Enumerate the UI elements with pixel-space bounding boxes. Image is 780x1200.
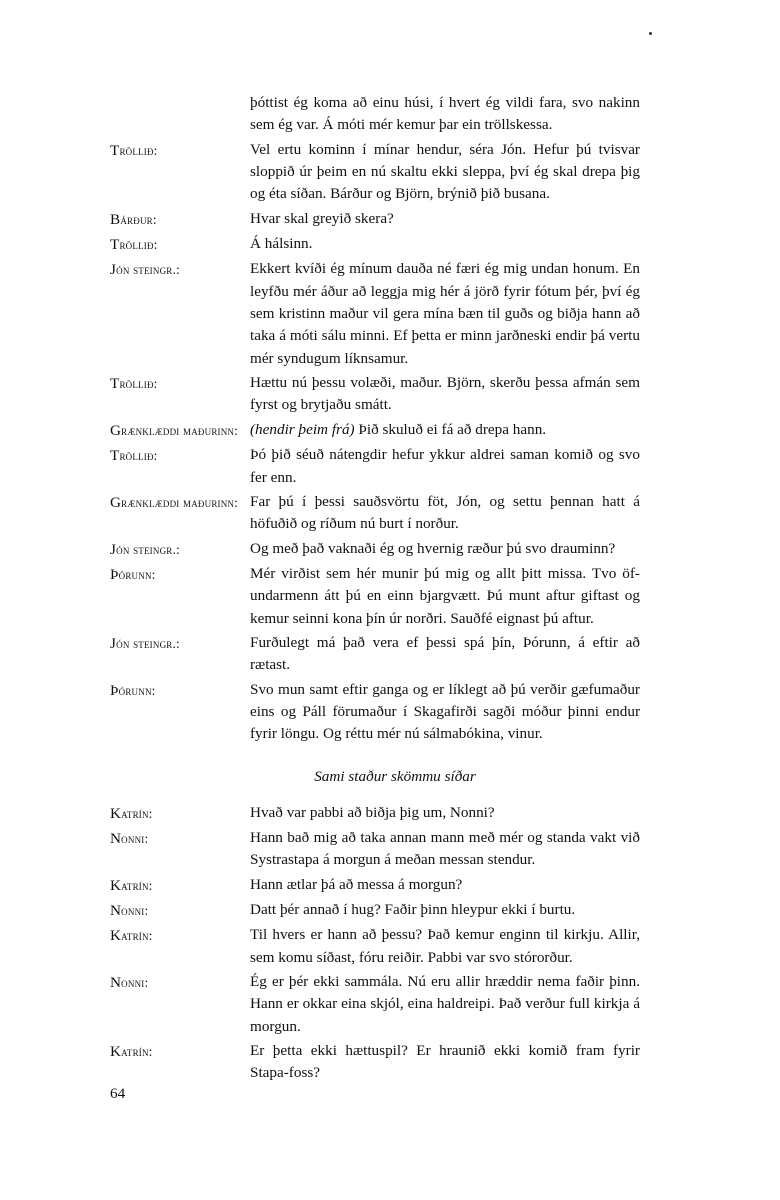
speech-text: Er þetta ekki hættuspil? Er hraunið ekki komið fram fyrir Stapa-foss?	[250, 1042, 640, 1082]
speech-text: Á hálsinn.	[250, 235, 313, 253]
speaker-name: Katrín:	[110, 804, 153, 822]
speech-text: Ég er þér ekki sammála. Nú eru allir hræddir nema faðir þinn. Hann er okkar eina skjól, eina haldreipi. Það verður full kirkja á morgun.	[250, 973, 640, 1035]
speaker-name: Tröllið:	[110, 141, 158, 159]
speech-text: Og með það vaknaði ég og hvernig ræður þú svo drauminn?	[250, 539, 616, 557]
speech-text: Þó þið séuð nátengdir hefur ykkur aldrei saman komið og svo fer enn.	[250, 446, 640, 486]
speech-text: Datt þér annað í hug? Faðir þinn hleypur ekki í burtu.	[250, 901, 576, 918]
scene-heading: Sami staður skömmu síðar	[314, 767, 476, 785]
dialogue-line	[110, 139, 640, 206]
speaker-name: Katrín:	[110, 927, 153, 945]
dialogue-line	[110, 874, 640, 897]
speech-text: Til hvers er hann að þessu? Það kemur enginn til kirkju. Allir, sem komu síðast, fóru reiðir. Pabbi var svo stórorður.	[250, 926, 640, 966]
dialogue-line	[110, 632, 640, 677]
page-number: 64	[110, 1085, 126, 1102]
dialogue-line	[110, 971, 640, 1038]
dialogue-line	[110, 444, 640, 489]
speaker-name: Þórunn:	[110, 681, 156, 699]
dialogue-line	[110, 233, 640, 256]
speech-text	[250, 419, 640, 441]
speaker-name: Tröllið:	[110, 236, 158, 254]
dialogue-line	[110, 538, 640, 561]
speaker-name: Grænklæddi maðurinn:	[110, 421, 239, 439]
speaker-name: Jón steingr.:	[110, 261, 180, 279]
speech-text: Svo mun samt eftir ganga og er líklegt að þú verðir gæfumaður eins og Páll förumaður í Skagafirði sagði móður þinni endur fyrir löngu. Og réttu mér nú sálmabókina, vinur.	[250, 680, 640, 743]
speaker-name: Tröllið:	[110, 447, 158, 465]
dialogue-line	[110, 563, 640, 630]
dialogue-line	[110, 802, 640, 825]
dialogue-line	[110, 419, 640, 442]
speaker-name: Tröllið:	[110, 375, 158, 393]
speech-text: Mér virðist sem hér munir þú mig og allt þitt missa. Tvo öf-undarmenn átt þú en einn bjargvætt. Þú munt aftur giftast og kemur seinni kona þín úr norðri. Sauðfé eignast þú aftur.	[250, 564, 640, 627]
speaker-name: Jón steingr.:	[110, 540, 180, 558]
speech-text: Furðulegt má það vera ef þessi spá þín, Þórunn, á eftir að rætast.	[250, 633, 640, 674]
dialogue-line	[110, 372, 640, 417]
page-content	[110, 92, 640, 1085]
speaker-name: Nonni:	[110, 974, 149, 992]
speaker-name: Bárður:	[110, 210, 157, 228]
speaker-name: Katrín:	[110, 1043, 153, 1061]
speaker-name: Nonni:	[110, 902, 149, 919]
dialogue-line	[110, 258, 640, 370]
speech-text: Far þú í þessi sauðsvörtu föt, Jón, og settu þennan hatt á höfuðið og ríðum nú burt í norður.	[250, 492, 640, 533]
stage-direction: (hendir þeim frá)	[250, 420, 355, 438]
speaker-name: Jón steingr.:	[110, 634, 180, 652]
dialogue-line	[110, 899, 640, 922]
speech-text: Hann ætlar þá að messa á morgun?	[250, 875, 463, 893]
dialogue-line	[110, 491, 640, 536]
page-mark-dot	[649, 32, 652, 35]
speech-text-body: Þið skuluð ei fá að drepa hann.	[358, 420, 547, 438]
dialogue-line	[110, 924, 640, 969]
continuation-paragraph: þóttist ég koma að einu húsi, í hvert ég vildi fara, svo nakinn sem ég var. Á móti mér kemur þar ein tröllskessa.	[250, 94, 640, 134]
speech-text: Hvar skal greyið skera?	[250, 209, 394, 227]
dialogue-line	[110, 208, 640, 231]
speech-text: Vel ertu kominn í mínar hendur, séra Jón. Hefur þú tvisvar sloppið úr þeim en nú skaltu ekki sleppa, því ég skal drepa þig og éta síðan. Bárður og Björn, brýnið þið busana.	[250, 140, 640, 203]
speaker-name: Þórunn:	[110, 565, 156, 583]
speech-text: Hvað var pabbi að biðja þig um, Nonni?	[250, 803, 495, 821]
speaker-name: Nonni:	[110, 829, 149, 847]
dialogue-line	[110, 679, 640, 746]
dialogue-line	[110, 1040, 640, 1085]
speaker-name: Katrín:	[110, 876, 153, 894]
speech-text: Hættu nú þessu volæði, maður. Björn, skerðu þessa afmán sem fyrst og brytjaðu smátt.	[250, 374, 640, 414]
speaker-name: Grænklæddi maðurinn:	[110, 493, 239, 511]
dialogue-line	[110, 827, 640, 872]
speech-text: Ekkert kvíði ég mínum dauða né færi ég mig undan honum. En leyfðu mér áður að leggja mig hér á jörð fyrir fótum þér, því ég sem kristinn maður vil gera mína bæn til guðs og biðja hann að taka á móti sálu minni. Ef þetta er minn jarðneski endir þá vertu mér syndugum líknsamur.	[250, 260, 640, 367]
speech-text: Hann bað mig að taka annan mann með mér og standa vakt við Systrastapa á morgun á meðan messan stendur.	[250, 828, 640, 869]
